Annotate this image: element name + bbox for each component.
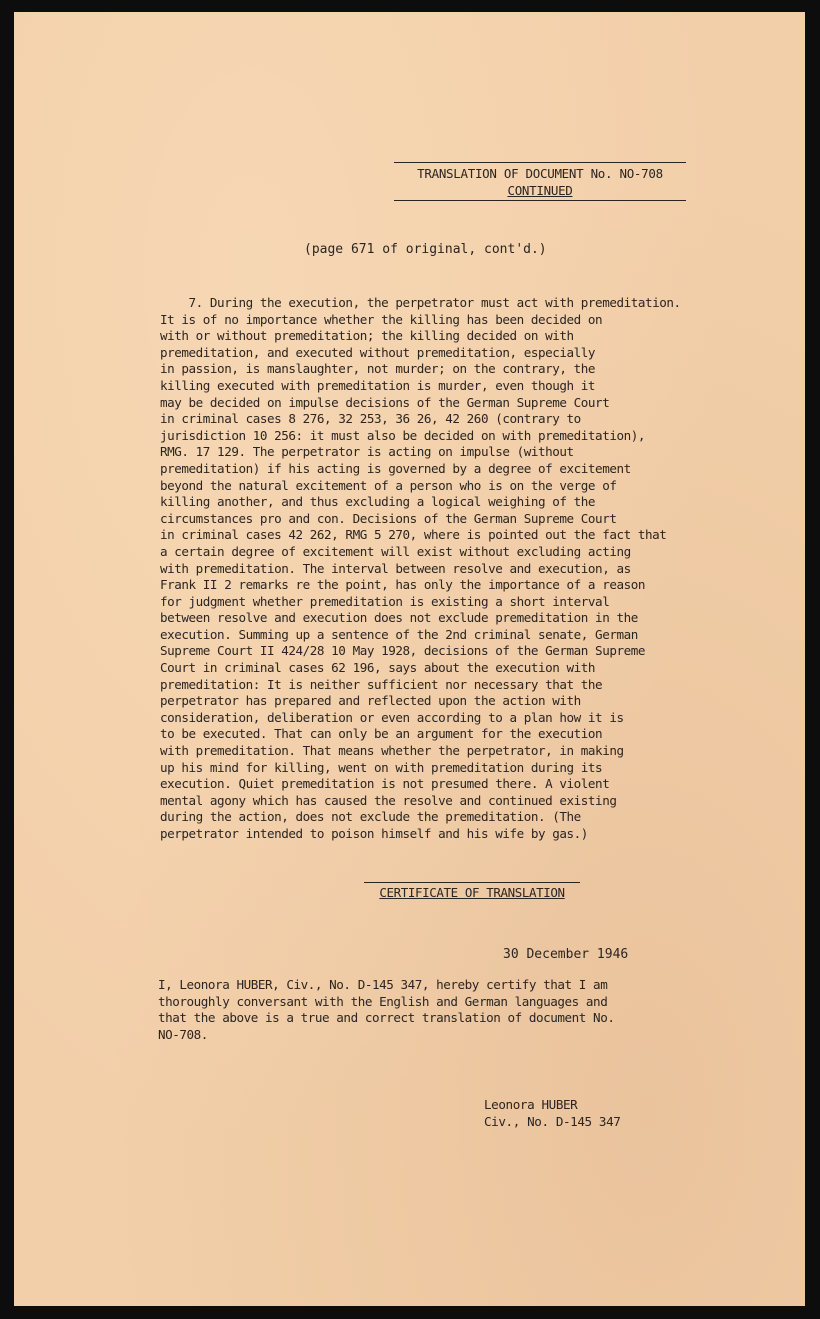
certificate-heading	[364, 882, 580, 900]
certificate-line: I, Leonora HUBER, Civ., No. D-145 347, hereby certify that I am	[158, 977, 608, 992]
certificate-body	[158, 977, 728, 1043]
body-line: in passion, is manslaughter, not murder; on the contrary, the	[160, 361, 596, 377]
body-line: to be executed. That can only be an argument for the execution	[160, 726, 603, 742]
translation-body	[160, 295, 770, 843]
body-line: up his mind for killing, went on with premeditation during its	[160, 759, 603, 775]
body-line: with or without premeditation; the killing decided on with	[160, 328, 574, 344]
body-line: premeditation, and executed without premeditation, especially	[160, 344, 596, 360]
certificate-line: NO-708.	[158, 1026, 208, 1042]
body-line: It is of no importance whether the killing has been decided on	[160, 311, 603, 327]
certificate-line: thoroughly conversant with the English and German languages and	[158, 993, 608, 1009]
document-page	[14, 12, 805, 1306]
body-line: 7. During the execution, the perpetrator must act with premeditation.	[160, 295, 681, 310]
body-line: RMG. 17 129. The perpetrator is acting on impulse (without	[160, 444, 574, 460]
body-line: mental agony which has caused the resolve and continued existing	[160, 792, 617, 808]
heading-bottom-rule	[394, 200, 686, 201]
certificate-title: CERTIFICATE OF TRANSLATION	[379, 885, 565, 900]
body-line: killing another, and thus excluding a logical weighing of the	[160, 494, 596, 510]
certificate-line: that the above is a true and correct translation of document No.	[158, 1010, 615, 1026]
body-line: beyond the natural excitement of a person who is on the verge of	[160, 477, 617, 493]
certificate-top-rule	[364, 882, 580, 883]
body-line: jurisdiction 10 256: it must also be decided on with premeditation),	[160, 427, 645, 443]
body-line: Court in criminal cases 62 196, says about the execution with	[160, 660, 596, 676]
body-line: in criminal cases 8 276, 32 253, 36 26, 42 260 (contrary to	[160, 411, 581, 427]
document-title: TRANSLATION OF DOCUMENT No. NO-708	[417, 166, 663, 181]
body-line: killing executed with premeditation is murder, even though it	[160, 377, 596, 393]
body-line: premeditation) if his acting is governed by a degree of excitement	[160, 460, 631, 476]
document-heading	[394, 162, 686, 201]
body-line: in criminal cases 42 262, RMG 5 270, where is pointed out the fact that	[160, 527, 667, 543]
body-line: between resolve and execution does not exclude premeditation in the	[160, 610, 638, 626]
body-line: may be decided on impulse decisions of the German Supreme Court	[160, 394, 610, 410]
certificate-date: 30 December 1946	[503, 947, 629, 962]
signature-block	[484, 1097, 620, 1130]
body-line: execution. Quiet premeditation is not presumed there. A violent	[160, 776, 610, 792]
body-line: premeditation: It is neither sufficient nor necessary that the	[160, 676, 603, 692]
body-line: perpetrator intended to poison himself and his wife by gas.)	[160, 826, 588, 841]
signature-name: Leonora HUBER	[484, 1097, 578, 1112]
body-line: perpetrator has prepared and reflected upon the action with	[160, 693, 581, 709]
body-line: with premeditation. The interval between resolve and execution, as	[160, 560, 631, 576]
heading-top-rule	[394, 162, 686, 163]
body-line: a certain degree of excitement will exist without excluding acting	[160, 543, 631, 559]
body-line: circumstances pro and con. Decisions of the German Supreme Court	[160, 510, 617, 526]
body-line: with premeditation. That means whether the perpetrator, in making	[160, 743, 624, 759]
signature-id: Civ., No. D-145 347	[484, 1113, 621, 1129]
page-reference: (page 671 of original, cont'd.)	[304, 242, 547, 257]
body-line: Supreme Court II 424/28 10 May 1928, decisions of the German Supreme	[160, 643, 645, 659]
body-line: consideration, deliberation or even according to a plan how it is	[160, 709, 624, 725]
body-line: for judgment whether premeditation is existing a short interval	[160, 593, 610, 609]
body-line: execution. Summing up a sentence of the 2nd criminal senate, German	[160, 626, 638, 642]
body-line: during the action, does not exclude the premeditation. (The	[160, 809, 581, 825]
continued-label: CONTINUED	[507, 183, 573, 198]
body-line: Frank II 2 remarks re the point, has only the importance of a reason	[160, 577, 645, 593]
